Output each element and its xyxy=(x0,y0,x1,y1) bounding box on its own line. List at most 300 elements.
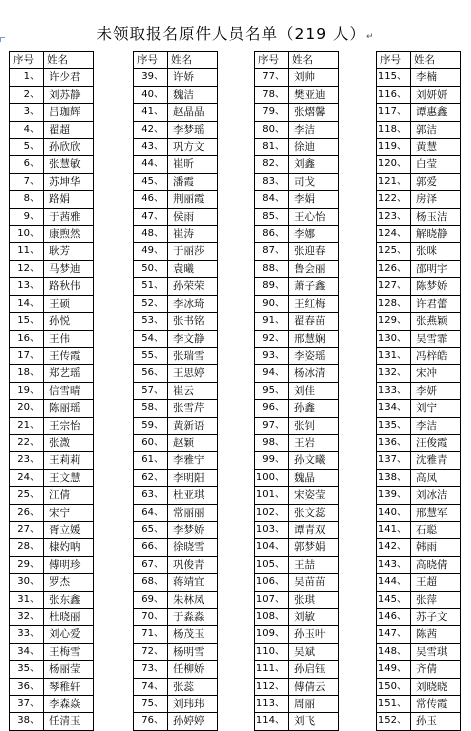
table-row xyxy=(134,295,218,312)
person-name-cell: 信雪晴 xyxy=(44,382,94,399)
header-name: 姓名 xyxy=(44,52,94,69)
table-row xyxy=(10,643,94,660)
serial-number-cell: 97、 xyxy=(255,417,289,434)
person-name-cell: 魏晶 xyxy=(289,469,339,486)
person-name-cell: 解晓静 xyxy=(411,226,461,243)
person-name-cell: 荆丽霞 xyxy=(168,191,218,208)
person-name-cell: 齐倩 xyxy=(411,661,461,678)
table-row xyxy=(255,295,339,312)
serial-number-cell: 114、 xyxy=(255,713,289,730)
serial-number-cell: 82、 xyxy=(255,156,289,173)
table-row xyxy=(377,173,461,190)
serial-number-cell: 54、 xyxy=(134,330,168,347)
serial-number-cell: 3、 xyxy=(10,104,44,121)
person-name-cell: 孙玉 xyxy=(411,713,461,730)
serial-number-cell: 138、 xyxy=(377,469,411,486)
person-name-cell: 胥立媛 xyxy=(44,521,94,538)
person-name-cell: 吕珈辉 xyxy=(44,104,94,121)
table-row xyxy=(10,365,94,382)
person-name-cell: 孙启钰 xyxy=(289,661,339,678)
person-name-cell: 琴稚轩 xyxy=(44,678,94,695)
person-name-cell: 张钊 xyxy=(289,417,339,434)
serial-number-cell: 56、 xyxy=(134,365,168,382)
person-name-cell: 李梦瑶 xyxy=(168,121,218,138)
table-row xyxy=(255,69,339,86)
serial-number-cell: 52、 xyxy=(134,295,168,312)
person-name-cell: 王喆 xyxy=(289,556,339,573)
table-row xyxy=(377,208,461,225)
table-row xyxy=(134,609,218,626)
person-name-cell: 任柳娇 xyxy=(168,661,218,678)
person-name-cell: 许少君 xyxy=(44,69,94,86)
serial-number-cell: 39、 xyxy=(134,69,168,86)
person-name-cell: 郭梦娟 xyxy=(289,539,339,556)
table-row xyxy=(377,365,461,382)
serial-number-cell: 89、 xyxy=(255,278,289,295)
person-name-cell: 孙玉叶 xyxy=(289,626,339,643)
table-row xyxy=(10,156,94,173)
person-name-cell: 翟春苗 xyxy=(289,313,339,330)
serial-number-cell: 129、 xyxy=(377,313,411,330)
serial-number-cell: 127、 xyxy=(377,278,411,295)
table-row xyxy=(10,417,94,434)
serial-number-cell: 42、 xyxy=(134,121,168,138)
person-name-cell: 李姿瑶 xyxy=(289,347,339,364)
person-name-cell: 江倩 xyxy=(44,487,94,504)
person-name-cell: 刘佳 xyxy=(289,382,339,399)
person-name-cell: 刘玮玮 xyxy=(168,696,218,713)
serial-number-cell: 80、 xyxy=(255,121,289,138)
table-row xyxy=(10,609,94,626)
header-name: 姓名 xyxy=(289,52,339,69)
serial-number-cell: 120、 xyxy=(377,156,411,173)
serial-number-cell: 113、 xyxy=(255,696,289,713)
table-row xyxy=(134,417,218,434)
person-name-cell: 孙荣荣 xyxy=(168,278,218,295)
table-row xyxy=(10,487,94,504)
serial-number-cell: 91、 xyxy=(255,313,289,330)
person-name-cell: 傅倩云 xyxy=(289,678,339,695)
table-row xyxy=(10,260,94,277)
serial-number-cell: 123、 xyxy=(377,208,411,225)
table-row xyxy=(377,713,461,730)
serial-number-cell: 55、 xyxy=(134,347,168,364)
person-name-cell: 李梦娇 xyxy=(168,521,218,538)
table-row xyxy=(134,643,218,660)
person-name-cell: 刘心爱 xyxy=(44,626,94,643)
table-row xyxy=(10,330,94,347)
serial-number-cell: 58、 xyxy=(134,400,168,417)
person-name-cell: 巩方文 xyxy=(168,139,218,156)
person-name-cell: 常传霞 xyxy=(411,696,461,713)
table-row xyxy=(134,574,218,591)
table-row xyxy=(255,121,339,138)
serial-number-cell: 125、 xyxy=(377,243,411,260)
person-name-cell: 许君蕾 xyxy=(411,295,461,312)
person-name-cell: 刘妍妍 xyxy=(411,86,461,103)
table-row xyxy=(255,521,339,538)
person-name-cell: 张文蕊 xyxy=(289,504,339,521)
serial-number-cell: 19、 xyxy=(10,382,44,399)
person-name-cell: 蒋靖宜 xyxy=(168,574,218,591)
serial-number-cell: 122、 xyxy=(377,191,411,208)
serial-number-cell: 107、 xyxy=(255,591,289,608)
serial-number-cell: 81、 xyxy=(255,139,289,156)
person-name-cell: 王宗怡 xyxy=(44,417,94,434)
person-name-cell: 李妍 xyxy=(411,382,461,399)
person-name-cell: 黄慧 xyxy=(411,139,461,156)
header-number: 序号 xyxy=(134,52,168,69)
serial-number-cell: 79、 xyxy=(255,104,289,121)
serial-number-cell: 87、 xyxy=(255,243,289,260)
person-name-cell: 王硕 xyxy=(44,295,94,312)
serial-number-cell: 62、 xyxy=(134,469,168,486)
table-row xyxy=(255,313,339,330)
table-row xyxy=(255,556,339,573)
serial-number-cell: 59、 xyxy=(134,417,168,434)
serial-number-cell: 9、 xyxy=(10,208,44,225)
table-row xyxy=(377,295,461,312)
person-name-cell: 翟超 xyxy=(44,121,94,138)
person-name-cell: 张萍 xyxy=(411,591,461,608)
table-row xyxy=(255,504,339,521)
serial-number-cell: 88、 xyxy=(255,260,289,277)
serial-number-cell: 126、 xyxy=(377,260,411,277)
person-name-cell: 李洁 xyxy=(411,417,461,434)
table-row xyxy=(10,539,94,556)
person-name-cell: 耿芳 xyxy=(44,243,94,260)
table-row xyxy=(377,313,461,330)
person-name-cell: 李冰琦 xyxy=(168,295,218,312)
table-row xyxy=(10,400,94,417)
table-row xyxy=(377,86,461,103)
serial-number-cell: 150、 xyxy=(377,678,411,695)
serial-number-cell: 96、 xyxy=(255,400,289,417)
serial-number-cell: 50、 xyxy=(134,260,168,277)
table-row xyxy=(10,139,94,156)
serial-number-cell: 43、 xyxy=(134,139,168,156)
table-row xyxy=(10,434,94,451)
table-row xyxy=(255,330,339,347)
header-name: 姓名 xyxy=(411,52,461,69)
person-name-cell: 路娟 xyxy=(44,191,94,208)
serial-number-cell: 149、 xyxy=(377,661,411,678)
person-name-cell: 李娜 xyxy=(289,226,339,243)
table-row xyxy=(134,504,218,521)
table-row xyxy=(255,539,339,556)
table-row xyxy=(255,347,339,364)
table-row xyxy=(10,295,94,312)
table-row xyxy=(255,86,339,103)
serial-number-cell: 117、 xyxy=(377,104,411,121)
person-name-cell: 侯雨 xyxy=(168,208,218,225)
table-row xyxy=(255,156,339,173)
person-name-cell: 高晓倩 xyxy=(411,556,461,573)
table-row xyxy=(377,260,461,277)
table-row xyxy=(134,226,218,243)
serial-number-cell: 23、 xyxy=(10,452,44,469)
person-name-cell: 吴雪琪 xyxy=(411,643,461,660)
table-row xyxy=(377,191,461,208)
serial-number-cell: 41、 xyxy=(134,104,168,121)
person-name-cell: 马梦迪 xyxy=(44,260,94,277)
table-row xyxy=(377,226,461,243)
person-name-cell: 赵晶晶 xyxy=(168,104,218,121)
serial-number-cell: 37、 xyxy=(10,696,44,713)
serial-number-cell: 45、 xyxy=(134,173,168,190)
serial-number-cell: 73、 xyxy=(134,661,168,678)
table-row xyxy=(10,226,94,243)
serial-number-cell: 124、 xyxy=(377,226,411,243)
serial-number-cell: 47、 xyxy=(134,208,168,225)
table-row xyxy=(10,191,94,208)
table-row xyxy=(377,330,461,347)
serial-number-cell: 10、 xyxy=(10,226,44,243)
person-name-cell: 刘苏静 xyxy=(44,86,94,103)
table-row xyxy=(377,556,461,573)
serial-number-cell: 118、 xyxy=(377,121,411,138)
serial-number-cell: 16、 xyxy=(10,330,44,347)
table-row xyxy=(134,278,218,295)
person-name-cell: 杨冰清 xyxy=(289,365,339,382)
person-name-cell: 樊亚迪 xyxy=(289,86,339,103)
person-name-cell: 张咪 xyxy=(411,243,461,260)
serial-number-cell: 104、 xyxy=(255,539,289,556)
table-row xyxy=(10,86,94,103)
serial-number-cell: 109、 xyxy=(255,626,289,643)
table-row xyxy=(10,243,94,260)
table-row xyxy=(134,434,218,451)
table-row xyxy=(377,643,461,660)
serial-number-cell: 78、 xyxy=(255,86,289,103)
table-row xyxy=(377,469,461,486)
table-row xyxy=(255,400,339,417)
serial-number-cell: 90、 xyxy=(255,295,289,312)
table-row xyxy=(255,104,339,121)
person-name-cell: 崔涛 xyxy=(168,226,218,243)
person-name-cell: 刘冰洁 xyxy=(411,487,461,504)
table-row xyxy=(377,278,461,295)
title-text: 未领取报名原件人员名单（219 人） xyxy=(96,25,366,43)
person-name-cell: 王心怡 xyxy=(289,208,339,225)
person-name-cell: 汪俊霞 xyxy=(411,434,461,451)
person-name-cell: 吴雪霏 xyxy=(411,330,461,347)
person-name-cell: 张蕊 xyxy=(168,678,218,695)
serial-number-cell: 74、 xyxy=(134,678,168,695)
table-row xyxy=(10,504,94,521)
person-name-cell: 刘鑫 xyxy=(289,156,339,173)
table-row xyxy=(134,243,218,260)
person-name-cell: 吴斌 xyxy=(289,643,339,660)
serial-number-cell: 35、 xyxy=(10,661,44,678)
person-name-cell: 任清玉 xyxy=(44,713,94,730)
table-row xyxy=(255,434,339,451)
serial-number-cell: 133、 xyxy=(377,382,411,399)
table-row xyxy=(10,678,94,695)
table-row xyxy=(134,696,218,713)
serial-number-cell: 77、 xyxy=(255,69,289,86)
serial-number-cell: 85、 xyxy=(255,208,289,225)
header-row xyxy=(134,52,218,69)
serial-number-cell: 102、 xyxy=(255,504,289,521)
person-name-cell: 王传霞 xyxy=(44,347,94,364)
table-row xyxy=(134,173,218,190)
serial-number-cell: 49、 xyxy=(134,243,168,260)
serial-number-cell: 26、 xyxy=(10,504,44,521)
table-row xyxy=(377,487,461,504)
table-row xyxy=(377,434,461,451)
person-name-cell: 鲁会丽 xyxy=(289,260,339,277)
person-name-cell: 孙欣欣 xyxy=(44,139,94,156)
serial-number-cell: 44、 xyxy=(134,156,168,173)
table-row xyxy=(134,400,218,417)
table-row xyxy=(255,661,339,678)
person-name-cell: 许娇 xyxy=(168,69,218,86)
person-name-cell: 魏洁 xyxy=(168,86,218,103)
header-row xyxy=(255,52,339,69)
table-row xyxy=(377,139,461,156)
serial-number-cell: 36、 xyxy=(10,678,44,695)
serial-number-cell: 134、 xyxy=(377,400,411,417)
serial-number-cell: 143、 xyxy=(377,556,411,573)
serial-number-cell: 130、 xyxy=(377,330,411,347)
serial-number-cell: 51、 xyxy=(134,278,168,295)
table-row xyxy=(377,609,461,626)
person-name-cell: 杨玉洁 xyxy=(411,208,461,225)
table-row xyxy=(134,382,218,399)
table-row xyxy=(134,347,218,364)
person-name-cell: 宋宁 xyxy=(44,504,94,521)
name-table-block-2 xyxy=(133,51,218,731)
paragraph-mark: ↵ xyxy=(365,32,375,42)
table-row xyxy=(255,574,339,591)
person-name-cell: 张东鑫 xyxy=(44,591,94,608)
serial-number-cell: 33、 xyxy=(10,626,44,643)
person-name-cell: 沈雅青 xyxy=(411,452,461,469)
table-row xyxy=(10,313,94,330)
table-row xyxy=(10,104,94,121)
serial-number-cell: 31、 xyxy=(10,591,44,608)
person-name-cell: 石聪 xyxy=(411,521,461,538)
table-row xyxy=(377,400,461,417)
serial-number-cell: 68、 xyxy=(134,574,168,591)
person-name-cell: 刘帅 xyxy=(289,69,339,86)
table-row xyxy=(134,591,218,608)
person-name-cell: 李雅宁 xyxy=(168,452,218,469)
serial-number-cell: 103、 xyxy=(255,521,289,538)
serial-number-cell: 46、 xyxy=(134,191,168,208)
serial-number-cell: 116、 xyxy=(377,86,411,103)
table-row xyxy=(255,678,339,695)
table-row xyxy=(255,173,339,190)
table-row xyxy=(134,713,218,730)
serial-number-cell: 151、 xyxy=(377,696,411,713)
table-row xyxy=(10,208,94,225)
header-number: 序号 xyxy=(377,52,411,69)
person-name-cell: 孙婷婷 xyxy=(168,713,218,730)
serial-number-cell: 94、 xyxy=(255,365,289,382)
serial-number-cell: 145、 xyxy=(377,591,411,608)
person-name-cell: 吴苗苗 xyxy=(289,574,339,591)
serial-number-cell: 40、 xyxy=(134,86,168,103)
serial-number-cell: 27、 xyxy=(10,521,44,538)
table-row xyxy=(134,121,218,138)
serial-number-cell: 64、 xyxy=(134,504,168,521)
serial-number-cell: 57、 xyxy=(134,382,168,399)
serial-number-cell: 61、 xyxy=(134,452,168,469)
serial-number-cell: 137、 xyxy=(377,452,411,469)
table-row xyxy=(10,69,94,86)
table-row xyxy=(377,417,461,434)
serial-number-cell: 110、 xyxy=(255,643,289,660)
table-row xyxy=(134,365,218,382)
person-name-cell: 康煦然 xyxy=(44,226,94,243)
person-name-cell: 郑艺瑶 xyxy=(44,365,94,382)
table-row xyxy=(134,260,218,277)
person-name-cell: 刘宁 xyxy=(411,400,461,417)
serial-number-cell: 53、 xyxy=(134,313,168,330)
person-name-cell: 杨丽莹 xyxy=(44,661,94,678)
table-row xyxy=(10,469,94,486)
person-name-cell: 于淼淼 xyxy=(168,609,218,626)
person-name-cell: 谭惠鑫 xyxy=(411,104,461,121)
table-row xyxy=(255,260,339,277)
person-name-cell: 徐迪 xyxy=(289,139,339,156)
table-row xyxy=(377,382,461,399)
person-name-cell: 于茜雅 xyxy=(44,208,94,225)
name-table-block-4 xyxy=(376,51,461,731)
table-row xyxy=(255,696,339,713)
table-row xyxy=(134,626,218,643)
serial-number-cell: 13、 xyxy=(10,278,44,295)
serial-number-cell: 7、 xyxy=(10,173,44,190)
person-name-cell: 白莹 xyxy=(411,156,461,173)
serial-number-cell: 142、 xyxy=(377,539,411,556)
person-name-cell: 周丽 xyxy=(289,696,339,713)
table-row xyxy=(377,574,461,591)
serial-number-cell: 106、 xyxy=(255,574,289,591)
table-row xyxy=(377,521,461,538)
person-name-cell: 杜晓丽 xyxy=(44,609,94,626)
table-row xyxy=(10,591,94,608)
table-row xyxy=(377,678,461,695)
person-name-cell: 棣妁呐 xyxy=(44,539,94,556)
serial-number-cell: 84、 xyxy=(255,191,289,208)
person-name-cell: 赵颖 xyxy=(168,434,218,451)
person-name-cell: 黄新语 xyxy=(168,417,218,434)
table-row xyxy=(377,347,461,364)
table-row xyxy=(377,156,461,173)
person-name-cell: 李洁 xyxy=(289,121,339,138)
person-name-cell: 萧子鑫 xyxy=(289,278,339,295)
header-number: 序号 xyxy=(10,52,44,69)
serial-number-cell: 20、 xyxy=(10,400,44,417)
person-name-cell: 王梅雪 xyxy=(44,643,94,660)
person-name-cell: 孙悦 xyxy=(44,313,94,330)
person-name-cell: 于丽莎 xyxy=(168,243,218,260)
person-name-cell: 张慧敏 xyxy=(44,156,94,173)
serial-number-cell: 95、 xyxy=(255,382,289,399)
table-row xyxy=(377,69,461,86)
serial-number-cell: 71、 xyxy=(134,626,168,643)
person-name-cell: 邢慧军 xyxy=(411,504,461,521)
person-name-cell: 王超 xyxy=(411,574,461,591)
serial-number-cell: 100、 xyxy=(255,469,289,486)
name-table-block-1 xyxy=(9,51,94,731)
person-name-cell: 房泽 xyxy=(411,191,461,208)
serial-number-cell: 141、 xyxy=(377,521,411,538)
table-row xyxy=(377,626,461,643)
